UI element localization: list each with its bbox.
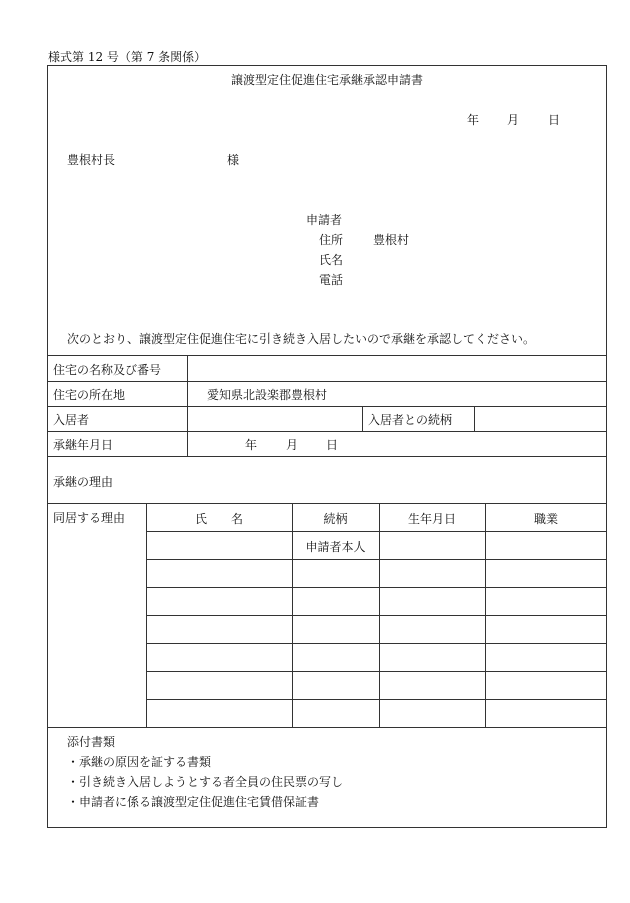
table-row-line — [146, 643, 607, 644]
addressee-suffix: 様 — [227, 153, 240, 167]
applicant-self-relation: 申請者本人 — [305, 540, 366, 554]
succession-date-label: 承継年月日 — [53, 438, 114, 452]
header-relation: 続柄 — [323, 512, 348, 526]
addressee: 豊根村長 — [67, 153, 116, 167]
name-label: 氏名 — [319, 253, 344, 267]
table-row-line — [146, 531, 607, 532]
date-year-label: 年 — [467, 113, 480, 127]
resident-label: 入居者 — [53, 413, 90, 427]
attachments-title: 添付書類 — [67, 735, 116, 749]
divider — [47, 456, 607, 457]
column-divider — [474, 406, 475, 431]
table-row-line — [146, 699, 607, 700]
succession-month: 月 — [286, 438, 299, 452]
attachment-item: ・申請者に係る譲渡型定住促進住宅賃借保証書 — [67, 795, 320, 809]
divider — [47, 431, 607, 432]
divider — [47, 355, 607, 356]
header-occupation: 職業 — [533, 512, 558, 526]
phone-label: 電話 — [319, 273, 344, 287]
applicant-label: 申請者 — [306, 213, 343, 227]
housing-location-label: 住宅の所在地 — [53, 388, 126, 402]
table-row-line — [146, 671, 607, 672]
table-row-line — [146, 559, 607, 560]
request-statement: 次のとおり、譲渡型定住促進住宅に引き続き入居したいので承継を承認してください。 — [67, 332, 536, 346]
divider — [47, 727, 607, 728]
column-divider — [187, 355, 188, 456]
housing-name-label: 住宅の名称及び番号 — [53, 363, 162, 377]
succession-reason-label: 承継の理由 — [53, 475, 114, 489]
column-divider — [362, 406, 363, 431]
table-row-line — [146, 587, 607, 588]
divider — [47, 406, 607, 407]
table-row-line — [146, 615, 607, 616]
divider — [47, 503, 607, 504]
housing-location-value: 愛知県北設楽郡豊根村 — [207, 388, 328, 402]
attachment-item: ・承継の原因を証する書類 — [67, 755, 212, 769]
relation-label: 入居者との続柄 — [368, 413, 453, 427]
form-title: 譲渡型定住促進住宅承継承認申請書 — [230, 73, 423, 87]
address-value: 豊根村 — [373, 233, 410, 247]
succession-year: 年 — [245, 438, 258, 452]
date-month-label: 月 — [507, 113, 520, 127]
cohabitation-label: 同居する理由 — [53, 511, 126, 525]
address-label: 住所 — [319, 233, 344, 247]
divider — [47, 381, 607, 382]
succession-day: 日 — [326, 438, 339, 452]
date-day-label: 日 — [548, 113, 561, 127]
form-number: 様式第 12 号（第 7 条関係） — [48, 50, 207, 64]
header-birthdate: 生年月日 — [407, 512, 456, 526]
attachment-item: ・引き続き入居しようとする者全員の住民票の写し — [67, 775, 344, 789]
header-name: 氏 名 — [194, 512, 243, 526]
